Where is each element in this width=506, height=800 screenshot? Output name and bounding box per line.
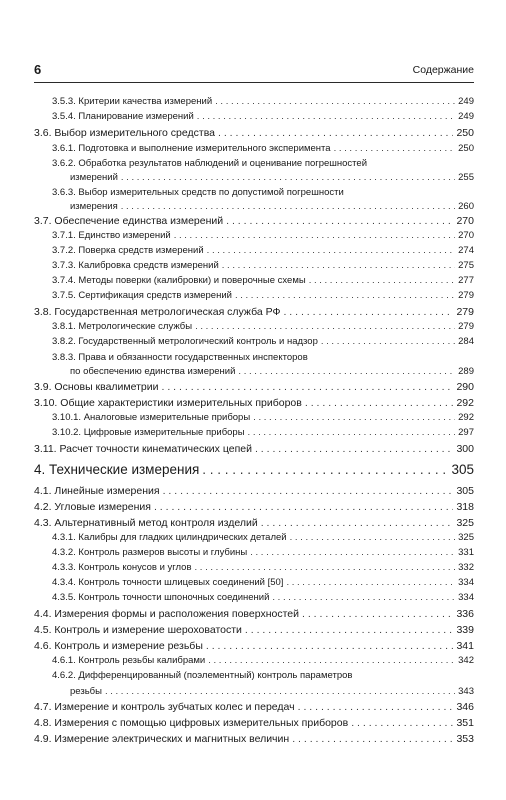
dot-leader <box>162 381 454 393</box>
toc-entry-title: 4.7. Измерение и контроль зубчатых колес и передач <box>34 701 295 713</box>
toc-page-number: 289 <box>458 366 474 377</box>
toc-entry[interactable] <box>34 215 474 227</box>
toc-page-number: 250 <box>458 143 474 154</box>
toc-page-number: 305 <box>456 485 474 497</box>
dot-leader <box>298 701 454 713</box>
toc-entry[interactable] <box>34 624 474 636</box>
toc-entry-title: 4.5. Контроль и измерение шероховатости <box>34 624 242 636</box>
dot-leader <box>321 336 455 347</box>
toc-entry[interactable] <box>52 592 474 603</box>
toc-entry-title: 3.7.1. Единство измерений <box>52 230 171 241</box>
toc-entry-title: 3.7.3. Калибровка средств измерений <box>52 260 219 271</box>
dot-leader <box>248 427 456 438</box>
toc-entry-title: 3.8.1. Метрологические службы <box>52 321 193 332</box>
dot-leader <box>195 562 456 573</box>
toc-page-number: 279 <box>458 321 474 332</box>
toc-page-number: 255 <box>458 172 474 183</box>
dot-leader <box>121 201 455 212</box>
toc-entry[interactable] <box>34 501 474 513</box>
dot-leader <box>292 733 453 745</box>
toc-entry[interactable] <box>34 127 474 139</box>
dot-leader <box>207 245 455 256</box>
toc-page-number: 325 <box>456 517 474 529</box>
dot-leader <box>163 485 454 497</box>
toc-page-number: 284 <box>458 336 474 347</box>
toc-entry[interactable] <box>34 485 474 497</box>
toc-entry[interactable] <box>52 655 474 666</box>
toc-entry[interactable] <box>52 427 474 438</box>
toc-entry[interactable] <box>34 462 474 477</box>
toc-entry[interactable] <box>70 201 474 212</box>
toc-entry-title: 4.2. Угловые измерения <box>34 501 151 513</box>
toc-entry-title: 4.8. Измерения с помощью цифровых измерительных приборов <box>34 717 349 729</box>
toc-page-number: 331 <box>458 547 474 558</box>
dot-leader <box>206 640 454 652</box>
toc-entry[interactable] <box>52 577 474 588</box>
toc-entry[interactable] <box>34 701 474 713</box>
toc-entry[interactable] <box>34 733 474 745</box>
toc-entry[interactable] <box>34 381 474 393</box>
toc-page-number: 270 <box>456 215 474 227</box>
toc-entry-title: 4.4. Измерения формы и расположения поверхностей <box>34 608 299 620</box>
toc-page-number: 297 <box>458 427 474 438</box>
dot-leader <box>309 275 455 286</box>
toc-page-number: 279 <box>458 290 474 301</box>
dot-leader <box>245 624 454 636</box>
toc-page-number: 277 <box>458 275 474 286</box>
toc-entry-title: 3.10.2. Цифровые измерительные приборы <box>52 427 245 438</box>
toc-entry[interactable] <box>52 143 474 154</box>
toc-entry-title: измерений <box>70 172 118 183</box>
toc-page-number: 275 <box>458 260 474 271</box>
toc-entry-title: 4.6. Контроль и измерение резьбы <box>34 640 203 652</box>
dot-leader <box>202 462 448 477</box>
toc-page-number: 325 <box>458 532 474 543</box>
toc-entry-title: 3.5.4. Планирование измерений <box>52 111 194 122</box>
toc-entry[interactable] <box>34 717 474 729</box>
toc-page-number: 334 <box>458 577 474 588</box>
toc-page-number: 346 <box>456 701 474 713</box>
toc-entry[interactable] <box>52 412 474 423</box>
toc-entry-title: 3.7. Обеспечение единства измерений <box>34 215 224 227</box>
toc-page-number: 339 <box>456 624 474 636</box>
dot-leader <box>208 655 455 666</box>
dot-leader <box>154 501 454 513</box>
toc-entry-title: 3.6.1. Подготовка и выполнение измерительного эксперимента <box>52 143 331 154</box>
toc-entry[interactable] <box>34 608 474 620</box>
toc-entry-title: измерения <box>70 201 118 212</box>
toc-page-number: 351 <box>456 717 474 729</box>
toc-entry-title-line: 3.6.2. Обработка результатов наблюдений и оценивание погрешностей <box>52 158 368 169</box>
dot-leader <box>334 143 456 154</box>
dot-leader <box>235 290 455 301</box>
toc-entry[interactable] <box>52 96 474 107</box>
toc-entry[interactable] <box>52 336 474 347</box>
dot-leader <box>261 517 454 529</box>
toc-entry[interactable] <box>52 111 474 122</box>
toc-entry-title: 3.6. Выбор измерительного средства <box>34 127 215 139</box>
toc-entry[interactable] <box>52 532 474 543</box>
running-title: Содержание <box>412 64 474 76</box>
dot-leader <box>218 127 453 139</box>
toc-entry-title: 3.11. Расчет точности кинематических цепей <box>34 443 252 455</box>
dot-leader <box>174 230 455 241</box>
toc-page-number: 292 <box>456 397 474 409</box>
dot-leader <box>305 397 454 409</box>
toc-entry-title: 3.7.2. Поверка средств измерений <box>52 245 204 256</box>
toc-entry-title: 3.5.3. Критерии качества измерений <box>52 96 213 107</box>
toc-entry[interactable] <box>34 306 474 318</box>
toc-page-number: 341 <box>456 640 474 652</box>
toc-page-number: 318 <box>456 501 474 513</box>
dot-leader <box>351 717 453 729</box>
toc-entry-title: 3.7.4. Методы поверки (калибровки) и поверочные схемы <box>52 275 306 286</box>
toc-page-number: 292 <box>458 412 474 423</box>
toc-entry[interactable] <box>52 321 474 332</box>
toc-page-number: 300 <box>456 443 474 455</box>
dot-leader <box>286 577 455 588</box>
toc-entry-title: 4.9. Измерение электрических и магнитных величин <box>34 733 290 745</box>
toc-entry[interactable] <box>52 245 474 256</box>
toc-page-number: 334 <box>458 592 474 603</box>
toc-entry[interactable] <box>52 290 474 301</box>
toc-entry-title: 4.3.5. Контроль точности шпоночных соединений <box>52 592 270 603</box>
toc-entry-title-line: 3.6.3. Выбор измерительных средств по допустимой погрешности <box>52 187 344 198</box>
toc-entry-title: 3.7.5. Сертификация средств измерений <box>52 290 232 301</box>
toc-entry-title: резьбы <box>70 686 102 697</box>
toc-entry[interactable] <box>34 443 474 455</box>
dot-leader <box>255 443 454 455</box>
toc-page-number: 342 <box>458 655 474 666</box>
toc-entry-title-line: 4.6.2. Дифференцированный (поэлементный) контроль параметров <box>52 670 353 681</box>
dot-leader <box>253 412 455 423</box>
toc-entry-title-line: 3.8.3. Права и обязанности государственных инспекторов <box>52 352 308 363</box>
toc-entry[interactable] <box>70 686 474 697</box>
toc-entry[interactable] <box>52 230 474 241</box>
dot-leader <box>302 608 453 620</box>
toc-entry[interactable] <box>52 260 474 271</box>
toc-entry[interactable] <box>52 275 474 286</box>
toc-entry-title: 4.3. Альтернативный метод контроля изделий <box>34 517 258 529</box>
toc-page-number: 343 <box>458 686 474 697</box>
toc-page-number: 249 <box>458 96 474 107</box>
toc-entry[interactable] <box>34 640 474 652</box>
toc-page-number: 353 <box>456 733 474 745</box>
toc-page-number: 270 <box>458 230 474 241</box>
toc-entry[interactable] <box>34 397 474 409</box>
toc-entry-title: 4.3.2. Контроль размеров высоты и глубины <box>52 547 248 558</box>
toc-entry[interactable] <box>70 366 474 377</box>
toc-entry-title: 3.8. Государственная метрологическая служба РФ <box>34 306 281 318</box>
toc-entry-title: по обеспечению единства измерений <box>70 366 236 377</box>
toc-entry-title: 3.8.2. Государственный метрологический контроль и надзор <box>52 336 318 347</box>
toc-entry[interactable] <box>70 172 474 183</box>
toc-entry-title: 4. Технические измерения <box>34 462 200 477</box>
dot-leader <box>250 547 455 558</box>
toc-entry-title: 3.10. Общие характеристики измерительных приборов <box>34 397 302 409</box>
toc-entry[interactable] <box>52 547 474 558</box>
dot-leader <box>226 215 453 227</box>
toc-entry-title: 4.3.1. Калибры для гладких цилиндрических деталей <box>52 532 287 543</box>
dot-leader <box>283 306 453 318</box>
toc-page-number: 260 <box>458 201 474 212</box>
dot-leader <box>105 686 455 697</box>
dot-leader <box>290 532 456 543</box>
dot-leader <box>195 321 455 332</box>
toc-page-number: 290 <box>456 381 474 393</box>
toc-entry-title: 4.3.3. Контроль конусов и углов <box>52 562 192 573</box>
dot-leader <box>238 366 455 377</box>
page-number: 6 <box>34 62 42 77</box>
toc-entry[interactable] <box>34 517 474 529</box>
dot-leader <box>215 96 455 107</box>
toc-page-number: 250 <box>456 127 474 139</box>
dot-leader <box>272 592 455 603</box>
toc-entry-title: 3.10.1. Аналоговые измерительные приборы <box>52 412 251 423</box>
toc-entry-title: 4.6.1. Контроль резьбы калибрами <box>52 655 206 666</box>
toc-page-number: 305 <box>451 462 474 477</box>
dot-leader <box>121 172 455 183</box>
toc-entry-title: 4.3.4. Контроль точности шлицевых соединений [50] <box>52 577 284 588</box>
toc-entry-title: 4.1. Линейные измерения <box>34 485 160 497</box>
toc-entry[interactable] <box>52 562 474 573</box>
toc-page-number: 249 <box>458 111 474 122</box>
dot-leader <box>197 111 455 122</box>
toc-page-number: 336 <box>456 608 474 620</box>
toc-page-number: 279 <box>456 306 474 318</box>
dot-leader <box>222 260 455 271</box>
toc-page-number: 274 <box>458 245 474 256</box>
toc-entry-title: 3.9. Основы квалиметрии <box>34 381 159 393</box>
toc-page-number: 332 <box>458 562 474 573</box>
